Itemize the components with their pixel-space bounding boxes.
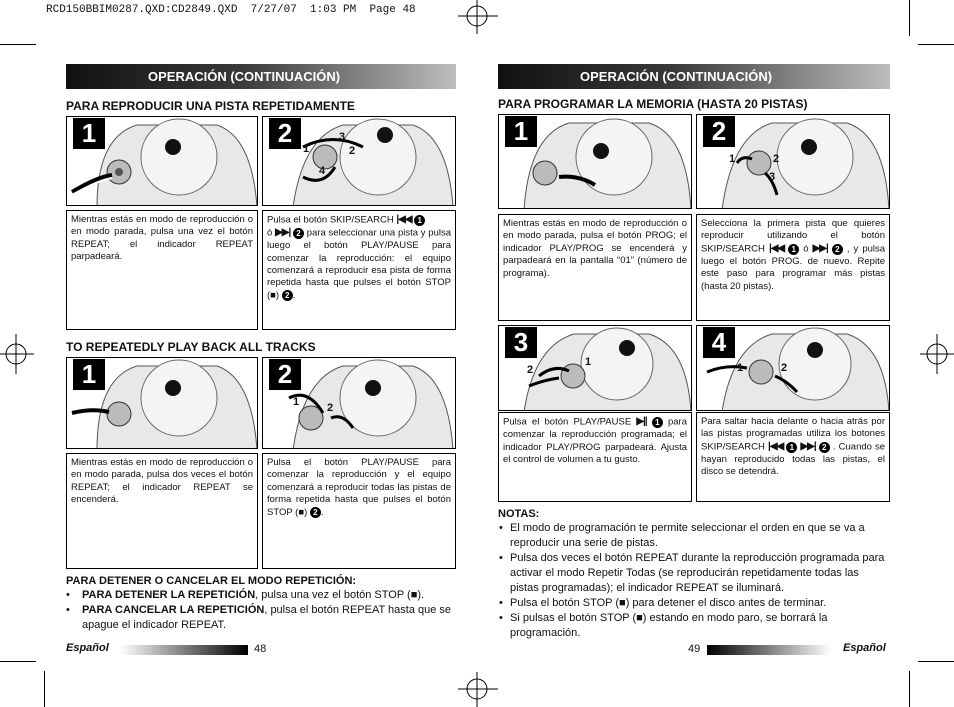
- callout-label: 4: [319, 165, 326, 177]
- step-number: 4: [703, 327, 735, 358]
- step-number: 1: [73, 359, 105, 390]
- skip-forward-icon: ▶▶|: [275, 227, 291, 239]
- callout-label: 2: [527, 364, 534, 376]
- footer-bar: [707, 645, 831, 655]
- crop-mark: [918, 44, 954, 45]
- step-text: Pulsa el botón SKIP/SEARCH |◀◀ 1 ó ▶▶| 2 para seleccionar una pista y pulsa luego el botón PLAY/PAUSE para comenzar la reproducción: el equipo comenzará a reproducir esa pista de forma repetida hasta que pulses el botón STOP (■) 2 .: [262, 210, 456, 330]
- step-number: 1: [73, 118, 105, 149]
- skip-back-icon: |◀◀: [768, 440, 784, 452]
- step-text: Mientras estás en modo de reproducción o en modo parada, pulsa una vez el botón REPEAT; el indicador REPEAT parpadeará.: [66, 210, 258, 330]
- step-photo: [498, 325, 692, 411]
- step-text: Para saltar hacia delante o hacia atrás por las pistas programadas utiliza los botones SKIP/SEARCH |◀◀ 1 ▶▶| 2 . Cuando se hayan reproducido todas las pistas, el disco se detendrá.: [696, 412, 890, 502]
- callout-label: 1: [303, 143, 310, 155]
- crop-mark: [909, 0, 910, 36]
- crop-mark: [909, 671, 910, 707]
- page-number: 49: [688, 643, 701, 655]
- step-photo: [66, 116, 258, 206]
- callout-number: 1: [652, 417, 663, 428]
- print-slug: RCD150BBIM0287.QXD:CD2849.QXD 7/27/07 1:03 PM Page 48: [46, 4, 416, 16]
- section-heading: PARA PROGRAMAR LA MEMORIA (HASTA 20 PISTAS): [498, 97, 808, 111]
- callout-label: 1: [293, 396, 300, 408]
- crop-mark: [0, 44, 36, 45]
- left-banner: OPERACIÓN (CONTINUACIÓN): [66, 64, 456, 89]
- crop-mark: [0, 661, 36, 662]
- registration-mark-left: [0, 334, 34, 374]
- callout-label: 1: [737, 362, 744, 374]
- skip-back-icon: |◀◀: [396, 214, 412, 225]
- right-banner: OPERACIÓN (CONTINUACIÓN): [498, 64, 890, 89]
- callout-label: 1: [729, 153, 736, 165]
- list-item: • PARA CANCELAR LA REPETICIÓN, pulsa el botón REPEAT hasta que se apague el indicador REPEAT.: [66, 604, 452, 631]
- section-heading: PARA REPRODUCIR UNA PISTA REPETIDAMENTE: [66, 99, 355, 113]
- notes-list: [498, 521, 890, 641]
- step-text: Pulsa el botón PLAY/PAUSE ▶|| 1 para comenzar la reproducción programada; el indicador PLAY/PROG parpadeará. Ajusta el control de volumen a tu gusto.: [498, 412, 692, 502]
- callout-label: 2: [327, 402, 334, 414]
- list-item: • PARA DETENER LA REPETICIÓN, pulsa una vez el botón STOP (■).: [66, 589, 425, 601]
- step-number: 1: [505, 116, 537, 147]
- step-number: 2: [703, 116, 735, 147]
- cancel-heading: PARA DETENER O CANCELAR EL MODO REPETICIÓN:: [66, 575, 357, 587]
- step-photo: [262, 116, 456, 206]
- step-photo: [498, 114, 692, 209]
- list-item: • El modo de programación te permite seleccionar el orden en que se va a reproducir una serie de pistas.: [499, 522, 865, 549]
- step-photo: [696, 114, 890, 209]
- list-item: • Si pulsas el botón STOP (■) estando en modo paro, se borrará la programación.: [499, 612, 828, 639]
- step-text: Mientras estás en modo de reproducción o en modo parada, pulsa el botón PROG; el indicador PLAY/PROG se encenderá y parpadeará en la pantalla “01” (número de programa).: [498, 214, 692, 321]
- callout-number: 1: [786, 442, 797, 453]
- page-number: 48: [254, 643, 267, 655]
- step-text: Selecciona la primera pista que quieres reproducir utilizando el botón SKIP/SEARCH |◀◀ 1 ó ▶▶| 2 , y pulsa luego el botón PROG. de nuevo. Repite este paso para programar más pistas (hasta 20 pistas).: [696, 214, 890, 321]
- step-number: 2: [269, 118, 301, 149]
- callout-number: 2: [819, 442, 830, 453]
- callout-number: 1: [414, 215, 425, 226]
- skip-forward-icon: ▶▶|: [800, 440, 816, 452]
- step-photo: [696, 325, 890, 411]
- cancel-list: [66, 588, 458, 633]
- callout-label: 3: [339, 131, 346, 143]
- step-text: Pulsa el botón PLAY/PAUSE para comenzar la reproducción y el equipo comenzará a reproducir todas las pistas de forma repetida hasta que pulses el botón STOP (■) 2 .: [262, 453, 456, 569]
- skip-back-icon: |◀◀: [768, 242, 785, 254]
- crop-mark: [918, 661, 954, 662]
- footer-language: Español: [66, 642, 109, 654]
- crop-mark: [44, 671, 45, 707]
- registration-mark-right: [920, 334, 954, 374]
- callout-number: 2: [832, 244, 843, 255]
- step-photo: [262, 357, 456, 449]
- callout-number: 2: [293, 228, 304, 239]
- callout-number: 2: [310, 507, 321, 518]
- callout-number: 1: [788, 244, 799, 255]
- notes-heading: NOTAS:: [498, 508, 540, 520]
- callout-label: 2: [773, 153, 780, 165]
- section-heading: TO REPEATEDLY PLAY BACK ALL TRACKS: [66, 340, 316, 354]
- callout-label: 2: [781, 362, 788, 374]
- callout-label: 3: [769, 171, 776, 183]
- list-item: • Pulsa dos veces el botón REPEAT durante la reproducción programada para activar el modo Repetir Todas (se reproducirán repetidamente todas las pistas programadas); el indicador REPEAT se iluminará.: [499, 552, 885, 594]
- step-number: 2: [269, 359, 301, 390]
- step-photo: [66, 357, 258, 449]
- registration-mark-bottom: [458, 672, 498, 707]
- step-number: 3: [505, 327, 537, 358]
- step-text: Mientras estás en modo de reproducción o en modo parada, pulsa dos veces el botón REPEAT; el indicador REPEAT se encenderá.: [66, 453, 258, 569]
- footer-language: Español: [843, 642, 886, 654]
- callout-label: 2: [349, 145, 356, 157]
- skip-forward-icon: ▶▶|: [812, 242, 828, 254]
- callout-number: 2: [282, 290, 293, 301]
- footer-bar: [120, 645, 248, 655]
- play-pause-icon: ▶||: [636, 416, 647, 427]
- list-item: • Pulsa el botón STOP (■) para detener el disco antes de terminar.: [499, 597, 827, 609]
- callout-label: 1: [585, 356, 592, 368]
- registration-mark-top: [458, 0, 498, 34]
